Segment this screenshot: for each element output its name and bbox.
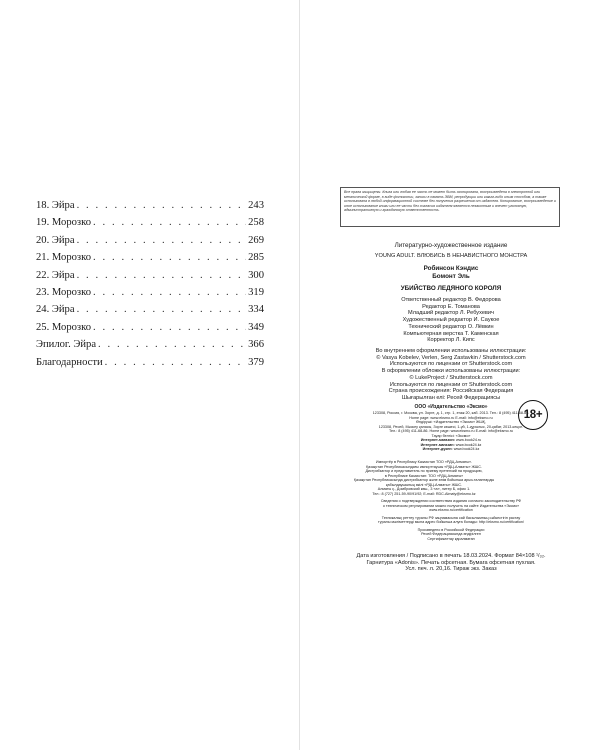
legal-notice-box: Все права защищены. Книга или любая ее часть не может быть скопирована, воспроизведена в электронной или механической форме, в виде фотокопии, записи в память ЭВМ, репродукции или каким-либо иным способом, а также использована в любой информационной системе без получения разрешения от издателя. Копирование, воспроизведение и иное использование книги или ее части без согласия издателя является незаконным и влечет уголовную, административную и гражданскую ответственность. [340, 187, 560, 227]
toc-entry-page: 269 [248, 234, 264, 246]
made-in-kz-line: Ресей Федерациясында өндірілген [421, 532, 481, 537]
almaty-address: Алматы қ., Домбровский көш., 3 «а», литер Б, офис 1. [377, 487, 471, 492]
cover-intro: В оформлении обложки использованы иллюстрации: [381, 368, 521, 375]
toc-entry-page: 258 [248, 217, 264, 229]
toc-entry [36, 322, 264, 339]
publisher-address: 123308, Россия, г. Москва, ул. Зорге, д. 1, стр. 1, этаж 20, каб. 2013. Тел.: 8 (495) 411-68-86. [372, 411, 530, 415]
staff-line: Ответственный редактор В. Федорова [401, 297, 501, 303]
toc-entry-page: 379 [248, 356, 264, 368]
distributor-info [340, 460, 508, 496]
book-title: УБИЙСТВО ЛЕДЯНОГО КОРОЛЯ [400, 285, 502, 292]
print-info-line: Дата изготовления / Подписано в печать 18.03.2024. Формат 84×108 ¹/₃₂. [356, 553, 546, 559]
distributor-kz-line: Қазақстан Республикасында дистрибьютор және өнім бойынша арыз-талаптарды [353, 478, 495, 483]
author-1: Робинсон Кэндис [423, 265, 479, 272]
toc-leader-dots [105, 357, 246, 368]
age-rating-badge: 18+ [518, 400, 548, 430]
illustration-credits [340, 348, 562, 402]
tech-regulations-line: туралы мәліметтерді мына адрес бойынша алуға болады: http://eksmo.ru/certification/ [378, 520, 524, 525]
illustrations-credit: © Vasya Kobelev, Verlen, Serg Zastavkin / Shutterstock.com [376, 354, 526, 361]
distributor-line: Дистрибьютор и представитель по приему претензий на продукцию, [365, 469, 483, 474]
publisher-name: ООО «Издательство «Эксмо» [414, 404, 488, 410]
toc-entry [36, 287, 264, 304]
certification-url: www.eksmo.ru/certification [429, 508, 473, 513]
toc-leader-dots [98, 339, 246, 350]
toc-entry-page: 349 [248, 321, 264, 333]
certification-info [340, 499, 562, 541]
gutter-divider [299, 0, 300, 750]
staff-line: Компьютерная верстка Т. Каменская [403, 330, 499, 337]
tech-regulations-line: Техникалық реттеу туралы РФ заңнамасына сай басылымның сәйкестігін растау [381, 515, 521, 520]
trademark-line: Тауар белгісі: «Эксмо» [431, 433, 471, 438]
print-info [340, 553, 562, 573]
illustrations-intro: Во внутреннем оформлении использованы иллюстрации: [375, 348, 527, 354]
toc-entry [36, 235, 264, 252]
distributor-line: в Республике Казахстан: ТОО «РДЦ-Алматы» [384, 473, 464, 478]
toc-entry-page: 319 [248, 286, 264, 298]
importer-line: Импортёр в Республику Казахстан ТОО «РДЦ-Алматы». [375, 460, 473, 464]
staff-line: Корректор Л. Кипс [427, 337, 475, 344]
certification-line: Сведения о подтверждении соответствия издания согласно законодательству РФ [380, 499, 522, 503]
toc-entry-title: 21. Морозко [36, 252, 92, 264]
almaty-phone: Тел.: 8 (727) 251-59-90/91/92; E-mail: RDC-Almaty@eksmo.kz [372, 491, 476, 496]
table-of-contents [36, 200, 264, 374]
toc-entry-page: 366 [248, 339, 264, 351]
toc-entry-title: Эпилог. Эйра [36, 339, 97, 351]
distributor-kz-line: қабылдаушының өкілі «РДЦ-Алматы» ЖШС. [385, 482, 463, 487]
toc-leader-dots [77, 235, 247, 246]
staff-line: Технический редактор О. Лёвкин [408, 323, 494, 330]
license-line: Используются по лицензии от Shutterstock.com [389, 381, 513, 388]
toc-leader-dots [93, 287, 246, 298]
toc-entry [36, 200, 264, 217]
toc-leader-dots [93, 322, 246, 333]
toc-leader-dots [77, 270, 247, 281]
manufacturer-kz: Өндіруші: «Издательство «Эксмо» ЖШҚ, [416, 420, 486, 425]
toc-entry [36, 339, 264, 356]
importer-kz-line: Қазақстан Республикасындағы импорттаушы «РДЦ-Алматы» ЖШС. [366, 464, 482, 469]
toc-entry [36, 270, 264, 287]
toc-entry [36, 304, 264, 321]
staff-list [340, 297, 562, 344]
origin-line: Страна происхождения: Российская Федерация [388, 388, 514, 395]
toc-entry-title: 25. Морозко [36, 321, 92, 333]
license-line: Используются по лицензии от Shutterstock.com [389, 361, 513, 368]
publisher-web: Home page: www.eksmo.ru E-mail: info@eksmo.ru [409, 415, 493, 420]
toc-entry-page: 285 [248, 252, 264, 264]
print-info-line: Усл. печ. л. 20,16. Тираж экз. Заказ [405, 566, 497, 573]
address-kz: 123308, Ресей, Мәскеу қаласы, Зорге көшесі, 1-үй, 1-құрылыс, 20-қабат, 2013-кеңсе. [378, 424, 524, 429]
toc-entry-title: Благодарности [36, 356, 103, 368]
cover-credit: © LukeProject / Shutterstock.com [409, 374, 493, 381]
shop-line: Интернет-магазин: www.book24.kz [420, 442, 482, 447]
toc-entry-title: 23. Морозко [36, 286, 92, 298]
toc-entry-title: 24. Эйра [36, 304, 75, 316]
cert-kz-line: Сертификаттау қаралмаған [427, 536, 475, 541]
toc-entry-title: 18. Эйра [36, 200, 75, 211]
staff-line: Младший редактор Л. Ребухевич [408, 310, 494, 317]
print-info-line: Гарнитура «Adonis». Печать офсетная. Бумага офсетная пухлая. [366, 559, 536, 566]
genre-line: Литературно-художественное издание [394, 242, 508, 249]
staff-line: Редактор Е. Томанова [422, 303, 480, 310]
toc-leader-dots [77, 200, 247, 211]
toc-entry-page: 243 [248, 200, 264, 211]
toc-entry [36, 252, 264, 269]
shop-line: Интернет-дүкен: www.book24.kz [422, 447, 480, 452]
toc-entry-page: 334 [248, 304, 264, 316]
made-in-line: Произведено в Российской Федерации [417, 527, 485, 532]
toc-leader-dots [77, 304, 247, 315]
toc-entry-title: 19. Морозко [36, 217, 92, 229]
web-kz: Тел.: 8 (495) 411-68-86. Home page: www.eksmo.ru E-mail: info@eksmo.ru [389, 429, 513, 434]
toc-entry-title: 20. Эйра [36, 234, 75, 246]
author-2: Бомонт Эль [432, 273, 470, 280]
origin-kz-line: Шығарылған елі: Ресей Федерациясы [401, 394, 501, 401]
toc-entry-title: 22. Эйра [36, 269, 75, 281]
toc-entry [36, 357, 264, 374]
staff-line: Художественный редактор И. Саукое [402, 317, 500, 324]
toc-entry-page: 300 [248, 269, 264, 281]
toc-entry [36, 217, 264, 234]
shop-line: Интернет-магазин: www.book24.ru [420, 438, 482, 443]
certification-line: о техническом регулировании можно получить на сайте Издательства «Эксмо» [382, 503, 520, 508]
series-line: YOUNG ADULT. ВЛЮБИСЬ В НЕНАВИСТНОГО МОНСТРА [374, 253, 528, 259]
toc-leader-dots [93, 252, 246, 263]
toc-leader-dots [93, 217, 246, 228]
